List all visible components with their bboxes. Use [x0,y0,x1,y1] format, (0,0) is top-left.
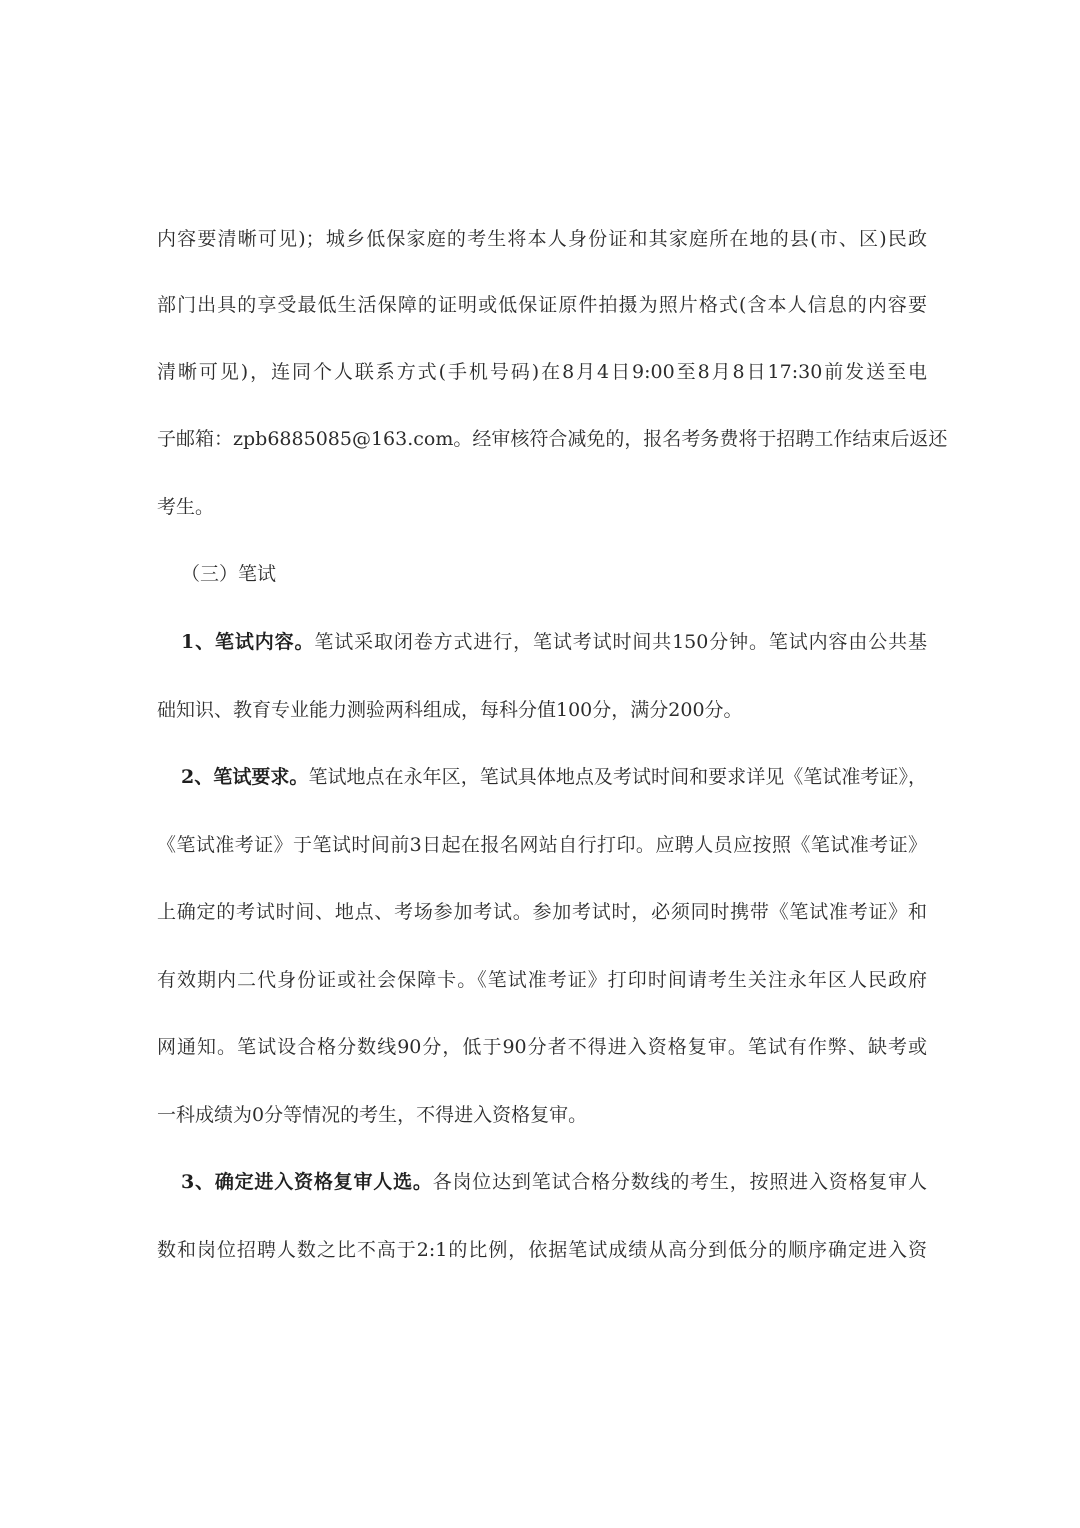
item-3-text: 各岗位达到笔试合格分数线的考生，按照进入资格复审人 [432,1171,927,1193]
paragraph-line: 部门出具的享受最低生活保障的证明或低保证原件拍摄为照片格式(含本人信息的内容要 [157,294,927,316]
paragraph-line: 子邮箱：zpb6885085@163.com。经审核符合减免的，报名考务费将于招聘工作结束后返还 [157,428,948,450]
paragraph-line: 础知识、教育专业能力测验两科组成，每科分值100分，满分200分。 [157,699,743,721]
paragraph-line: 《笔试准考证》于笔试时间前3日起在报名网站自行打印。应聘人员应按照《笔试准考证》 [157,834,927,856]
item-2-first-line [181,760,927,794]
item-2-title: 2、笔试要求。 [181,766,309,788]
paragraph-line: 考生。 [157,496,215,518]
paragraph-line: 有效期内二代身份证或社会保障卡。《笔试准考证》打印时间请考生关注永年区人民政府 [157,969,927,991]
paragraph-line: 一科成绩为0分等情况的考生，不得进入资格复审。 [157,1104,588,1126]
paragraph-line: 清晰可见)，连同个人联系方式(手机号码)在8月4日9:00至8月8日17:30前发送至电 [157,361,927,383]
paragraph-line: 内容要清晰可见)；城乡低保家庭的考生将本人身份证和其家庭所在地的县(市、区)民政 [157,228,927,250]
item-1-text: 笔试采取闭卷方式进行，笔试考试时间共150分钟。笔试内容由公共基 [314,631,927,653]
item-1-first-line [181,625,927,659]
item-1-title: 1、笔试内容。 [181,631,315,653]
paragraph-line: 数和岗位招聘人数之比不高于2:1的比例，依据笔试成绩从高分到低分的顺序确定进入资 [157,1239,927,1261]
item-3-first-line [181,1165,927,1199]
item-3-title: 3、确定进入资格复审人选。 [181,1171,433,1193]
item-2-text: 笔试地点在永年区，笔试具体地点及考试时间和要求详见《笔试准考证》， [308,766,927,788]
paragraph-line: 上确定的考试时间、地点、考场参加考试。参加考试时，必须同时携带《笔试准考证》和 [157,901,927,923]
section-heading: （三）笔试 [181,563,277,585]
paragraph-line: 网通知。笔试设合格分数线90分，低于90分者不得进入资格复审。笔试有作弊、缺考或 [157,1036,927,1058]
